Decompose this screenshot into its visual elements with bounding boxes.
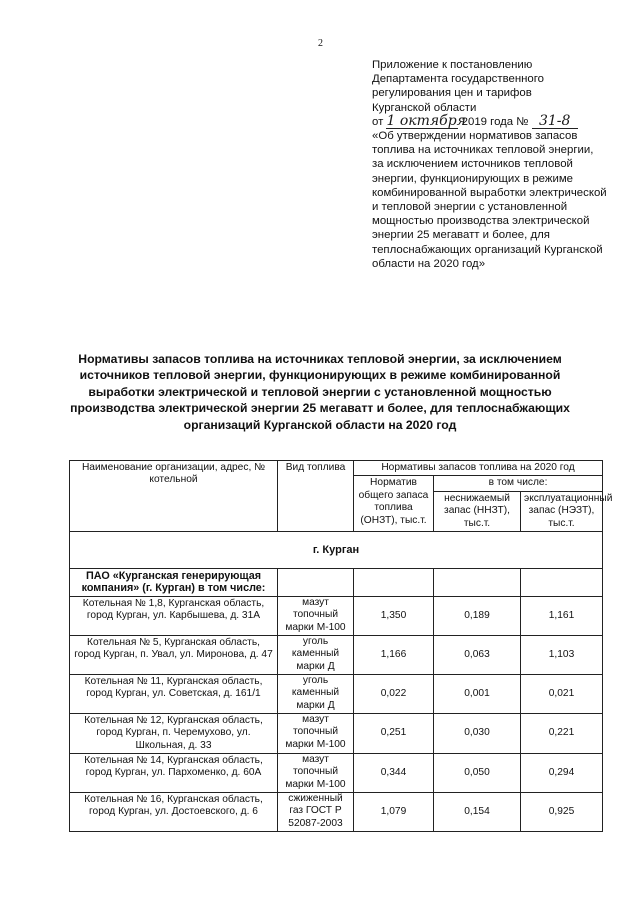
- empty-cell: [278, 569, 354, 597]
- boiler-name: Котельная № 16, Курганская область, город Курган, ул. Достоевского, д. 6: [70, 793, 278, 832]
- appendix-line: Курганской области: [372, 101, 477, 114]
- nezt-value: 1,103: [521, 635, 603, 674]
- header-norms-2020: Нормативы запасов топлива на 2020 год: [354, 461, 603, 476]
- boiler-name: Котельная № 11, Курганская область, город Курган, ул. Советская, д. 161/1: [70, 674, 278, 713]
- table-row: [70, 793, 603, 832]
- appendix-block: [372, 58, 608, 271]
- norms-table: [69, 460, 613, 832]
- appendix-line: регулирования цен и тарифов: [372, 87, 532, 100]
- date-prefix: от: [372, 115, 384, 128]
- nezt-value: 1,161: [521, 596, 603, 635]
- boiler-name: Котельная № 14, Курганская область, город Курган, ул. Пархоменко, д. 60А: [70, 754, 278, 793]
- header-onzt: Норматив общего запаса топлива (ОНЗТ), тыс.т.: [354, 476, 434, 532]
- nezt-value: 0,021: [521, 674, 603, 713]
- fuel-type: мазут топочный марки М-100: [278, 754, 354, 793]
- section-row: [70, 532, 603, 569]
- nnzt-value: 0,001: [434, 674, 521, 713]
- onzt-value: 1,166: [354, 635, 434, 674]
- company-row: [70, 569, 603, 597]
- empty-cell: [354, 569, 434, 597]
- header-row: [70, 461, 603, 476]
- handwritten-number: 31-8: [532, 115, 578, 129]
- onzt-value: 0,022: [354, 674, 434, 713]
- table-row: [70, 674, 603, 713]
- section-city: г. Курган: [70, 532, 603, 569]
- resolution-title: «Об утверждении нормативов запасов топлива на источниках тепловой энергии, за исключением источников тепловой энергии, функционирующих в режиме комбинированной выработки электрической и тепловой энергии с установленной мощностью производства электрической энергии 25 мегаватт и более, для теплоснабжающих организаций Курганской области на 2020 год»: [372, 130, 607, 270]
- nezt-value: 0,294: [521, 754, 603, 793]
- fuel-type: уголь каменный марки Д: [278, 635, 354, 674]
- onzt-value: 0,251: [354, 713, 434, 753]
- table-row: [70, 754, 603, 793]
- fuel-type: мазут топочный марки М-100: [278, 596, 354, 635]
- nnzt-value: 0,063: [434, 635, 521, 674]
- nnzt-value: 0,154: [434, 793, 521, 832]
- empty-cell: [434, 569, 521, 597]
- boiler-name: Котельная № 1,8, Курганская область, город Курган, ул. Карбышева, д. 31А: [70, 596, 278, 635]
- nnzt-value: 0,189: [434, 596, 521, 635]
- appendix-date-line: [372, 112, 608, 129]
- date-suffix: 2019 года №: [461, 115, 529, 128]
- fuel-type: уголь каменный марки Д: [278, 674, 354, 713]
- page-number: 2: [318, 38, 323, 49]
- appendix-line: Департамента государственного: [372, 73, 544, 86]
- nezt-value: 0,221: [521, 713, 603, 753]
- company-name: ПАО «Курганская генерирующая компания» (г. Курган) в том числе:: [70, 569, 278, 597]
- onzt-value: 1,079: [354, 793, 434, 832]
- table-row: [70, 596, 603, 635]
- header-nezt: эксплуатационный запас (НЭЗТ), тыс.т.: [521, 491, 603, 531]
- document-title: Нормативы запасов топлива на источниках тепловой энергии, за исключением источников тепловой энергии, функционирующих в режиме комбинированной выработки электрической и тепловой энергии с установленной мощностью производства электрической энергии 25 мегаватт и более, для теплоснабжающих организаций Курганской области на 2020 год: [70, 352, 570, 432]
- nezt-value: 0,925: [521, 793, 603, 832]
- onzt-value: 1,350: [354, 596, 434, 635]
- nnzt-value: 0,050: [434, 754, 521, 793]
- header-fuel-type: Вид топлива: [278, 461, 354, 532]
- fuel-type: сжиженный газ ГОСТ Р 52087-2003: [278, 793, 354, 832]
- boiler-name: Котельная № 5, Курганская область, город Курган, п. Увал, ул. Миронова, д. 47: [70, 635, 278, 674]
- header-nnzt: неснижаемый запас (ННЗТ), тыс.т.: [434, 491, 521, 531]
- handwritten-date: 1 октября: [386, 112, 466, 129]
- fuel-type: мазут топочный марки М-100: [278, 713, 354, 753]
- empty-cell: [521, 569, 603, 597]
- header-organization: Наименование организации, адрес, № котельной: [70, 461, 278, 532]
- onzt-value: 0,344: [354, 754, 434, 793]
- header-including: в том числе:: [434, 476, 603, 491]
- nnzt-value: 0,030: [434, 713, 521, 753]
- table-row: [70, 635, 603, 674]
- appendix-line: Приложение к постановлению: [372, 59, 533, 71]
- table-row: [70, 713, 603, 753]
- boiler-name: Котельная № 12, Курганская область, город Курган, п. Черемухово, ул. Школьная, д. 33: [70, 713, 278, 753]
